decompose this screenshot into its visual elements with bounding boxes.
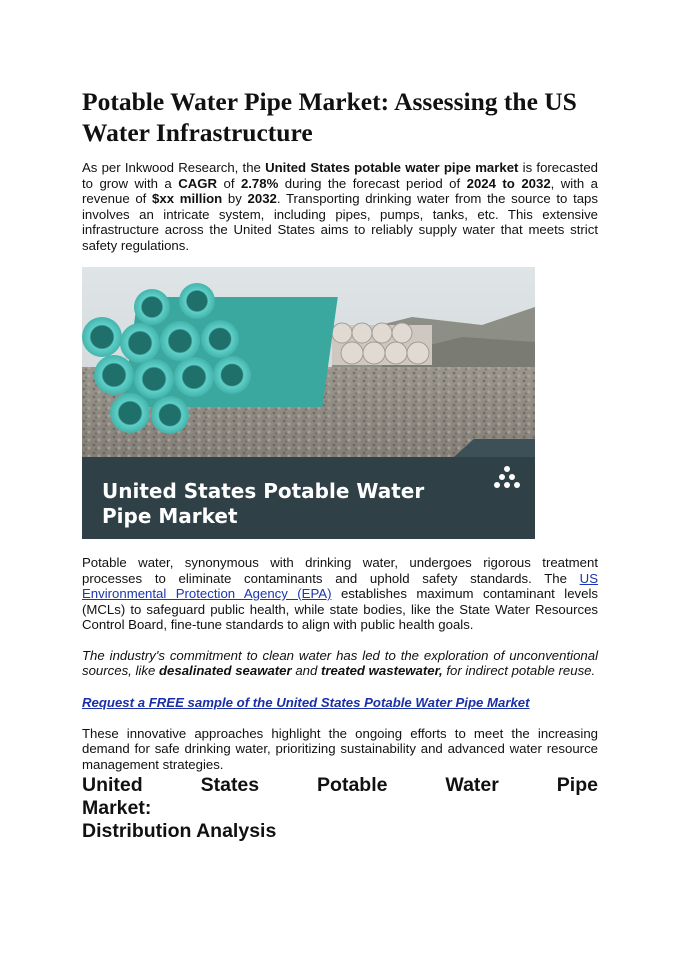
epa-link[interactable]: US Environmental Protection Agency (EPA): [82, 570, 598, 601]
hero-caption: [102, 479, 462, 529]
hero-image: [82, 267, 535, 539]
approaches-paragraph: These innovative approaches highlight the ongoing efforts to meet the increasing demand for safe drinking water, prioritizing sustainability and advanced water resource management strategies.: [82, 725, 598, 772]
hero-caption-line2: Pipe Market: [102, 504, 238, 528]
sources-paragraph: The industry's commitment to clean water has led to the exploration of unconventional sources, like desalinated seawater and treated wastewater, for indirect potable reuse.: [82, 647, 598, 678]
section-heading-line2: Market:: [82, 797, 152, 819]
epa-paragraph: Potable water, synonymous with drinking water, undergoes rigorous treatment processes to eliminate contaminants and uphold safety standards. The US Environmental Protection Agency (EPA) establishes maximum contaminant levels (MCLs) to safeguard public health, while state bodies, like the State Water Resources Control Board, fine-tune standards to align with public health goals.: [82, 555, 598, 632]
section-heading-line3: Distribution Analysis: [82, 820, 277, 842]
document-page: [82, 86, 598, 843]
section-heading-line1: United States Potable Water Pipe: [82, 774, 598, 796]
concrete-pipes: [332, 323, 432, 365]
intro-paragraph: As per Inkwood Research, the United States potable water pipe market is forecasted to grow with a CAGR of 2.78% during the forecast period of 2024 to 2032, with a revenue of $xx million by 2032. Transporting drinking water from the source to taps involves an intricate system, including pipes, pumps, tanks, etc. This extensive infrastructure across the United States aims to reliably supply water that meets strict safety regulations.: [82, 160, 599, 253]
section-heading: [82, 774, 598, 843]
hero-caption-line1: United States Potable Water: [102, 479, 425, 503]
page-title: Potable Water Pipe Market: Assessing the US Water Infrastructure: [82, 87, 577, 147]
request-sample-link[interactable]: Request a FREE sample of the United States Potable Water Pipe Market: [82, 694, 530, 710]
